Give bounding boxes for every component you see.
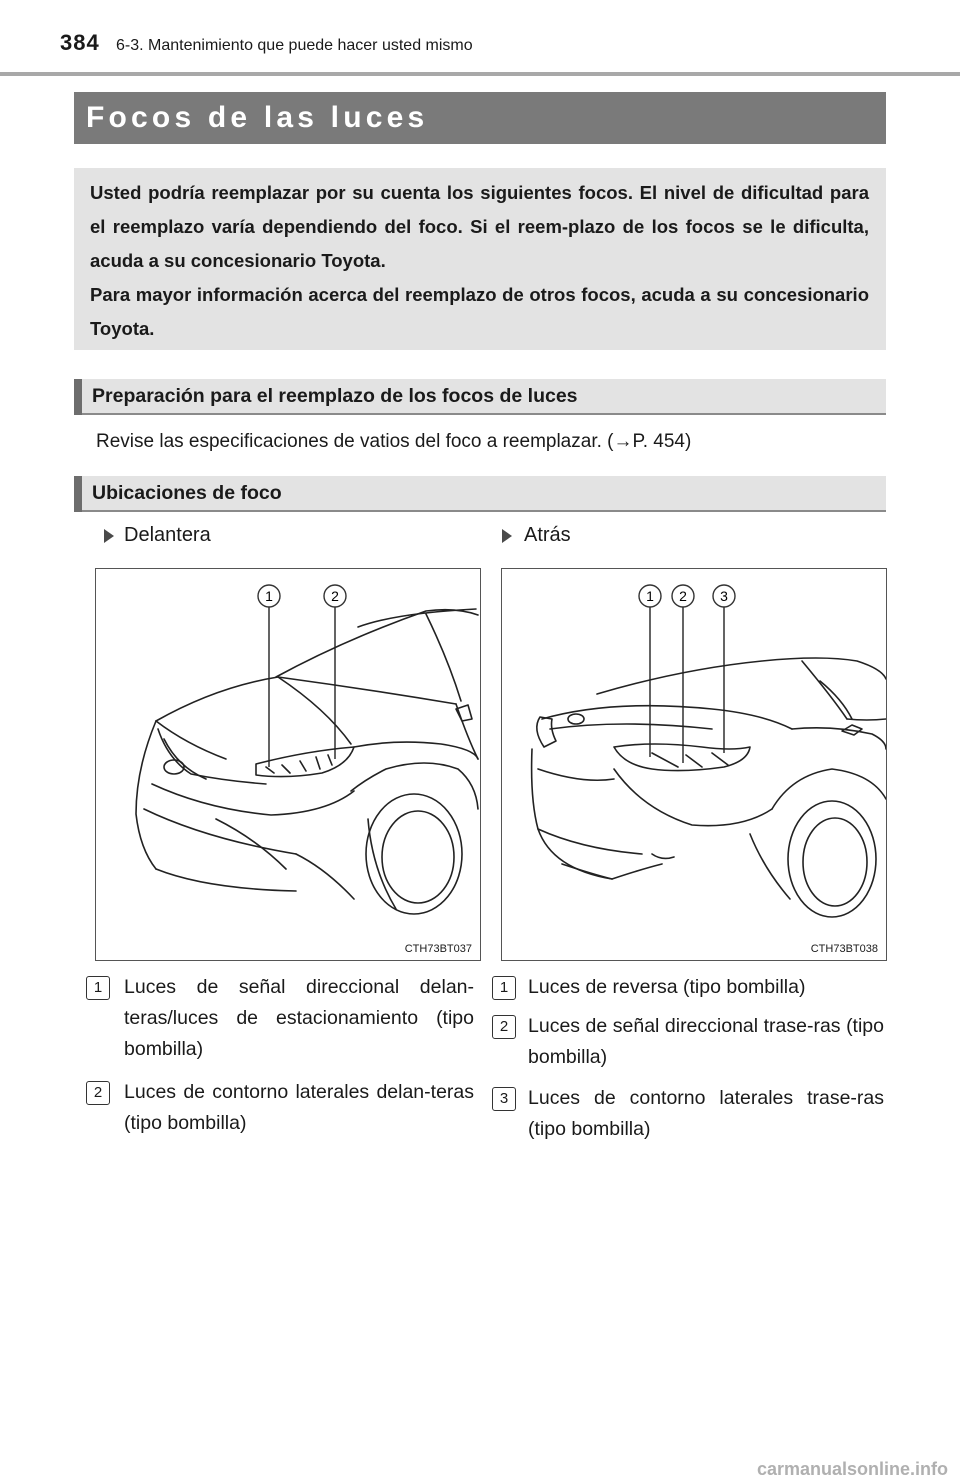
bullet-arrow-icon: [104, 529, 114, 543]
item-number-badge: 2: [86, 1081, 110, 1105]
watermark: carmanualsonline.info: [756, 1459, 948, 1479]
front-car-illustration: [96, 569, 480, 960]
front-item-1: Luces de señal direccional delan-teras/luces de estacionamiento (tipo bombilla): [124, 976, 474, 1060]
front-figure-code: CTH73BT037: [404, 943, 472, 955]
item-number-badge: 2: [492, 1015, 516, 1039]
prep-heading-stripe: [74, 379, 82, 415]
callout-2: 2: [679, 588, 687, 604]
rear-item-1: Luces de reversa (tipo bombilla): [528, 976, 806, 998]
rear-view-label: Atrás: [524, 524, 571, 546]
header-rule: [0, 72, 960, 76]
callout-3: 3: [720, 588, 728, 604]
callout-2: 2: [331, 588, 339, 604]
intro-paragraph-1: Usted podría reemplazar por su cuenta los siguientes focos. El nivel de dificultad para el reemplazo varía dependiendo del foco. Si el reem-plazo de los focos se le dificulta, acuda a su concesionario Toyota.: [90, 182, 869, 271]
intro-paragraph-2: Para mayor información acerca del reemplazo de otros focos, acuda a su concesionario Toyota.: [90, 284, 869, 339]
section-label: 6-3. Mantenimiento que puede hacer usted mismo: [116, 37, 473, 54]
item-number-badge: 1: [492, 976, 516, 1000]
locations-heading-stripe: [74, 476, 82, 512]
prep-text: Revise las especificaciones de vatios del foco a reemplazar. (→P. 454): [96, 431, 692, 452]
rear-car-figure: [501, 568, 887, 961]
bullet-arrow-icon: [502, 529, 512, 543]
page-title: Focos de las luces: [86, 101, 429, 134]
callout-1: 1: [265, 588, 273, 604]
item-number-badge: 1: [86, 976, 110, 1000]
front-view-label: Delantera: [124, 524, 211, 546]
rear-item-2: Luces de señal direccional trase-ras (tipo bombilla): [528, 1015, 884, 1068]
front-item-2: Luces de contorno laterales delan-teras (tipo bombilla): [124, 1081, 474, 1134]
item-number-badge: 3: [492, 1087, 516, 1111]
prep-heading: Preparación para el reemplazo de los focos de luces: [92, 385, 578, 407]
page-number: 384: [60, 30, 100, 55]
callout-1: 1: [646, 588, 654, 604]
rear-item-3: Luces de contorno laterales trase-ras (tipo bombilla): [528, 1087, 884, 1140]
rear-car-illustration: [502, 569, 886, 960]
rear-figure-code: CTH73BT038: [810, 943, 878, 955]
front-car-figure: [95, 568, 481, 961]
locations-heading: Ubicaciones de foco: [92, 482, 282, 504]
